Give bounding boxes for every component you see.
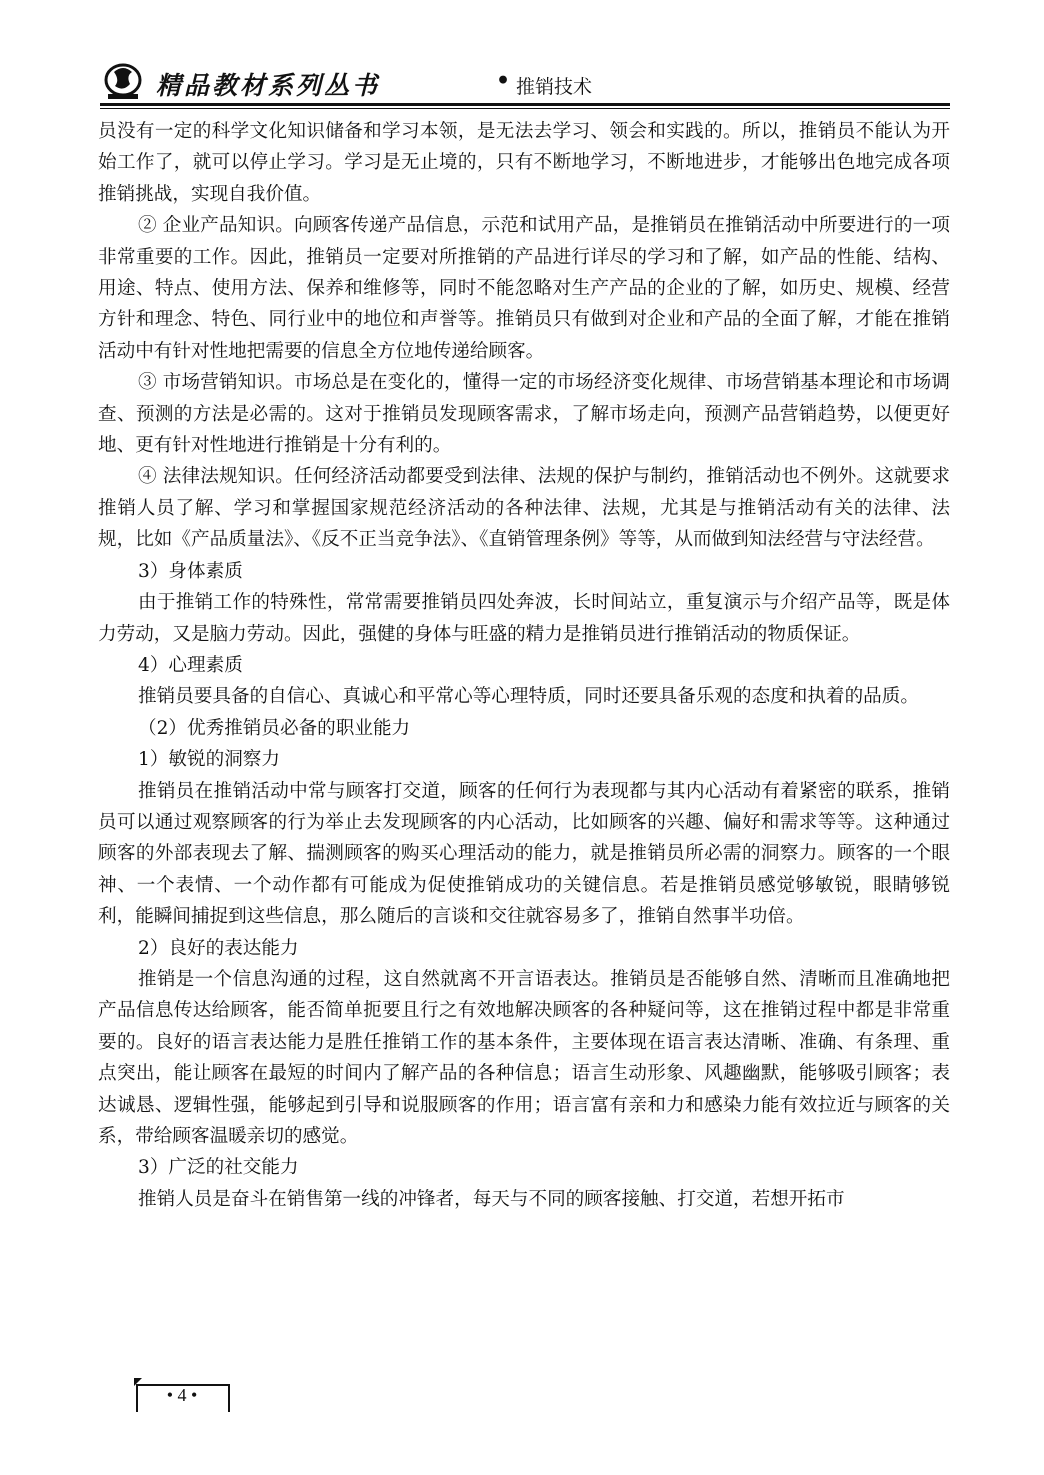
heading-expression: 2）良好的表达能力 bbox=[138, 937, 299, 959]
header-rule-thin bbox=[100, 108, 950, 109]
heading-professional-abilities: （2）优秀推销员必备的职业能力 bbox=[138, 717, 411, 739]
header-separator: • bbox=[496, 68, 511, 94]
heading-social-ability: 3）广泛的社交能力 bbox=[138, 1157, 299, 1179]
paragraph-insight: 推销员在推销活动中常与顾客打交道，顾客的任何行为表现都与其内心活动有着紧密的联系，推销员可以通过观察顾客的行为举止去发现顾客的内心活动，比如顾客的兴趣、偏好和需求等等。这种通过顾客的外部表现去了解、揣测顾客的购买心理活动的能力，就是推销员所必需的洞察力。顾客的一个眼神、一个表情、一个动作都有可能成为促使推销成功的关键信息。若是推销员感觉够敏锐，眼睛够锐利，能瞬间捕捉到这些信息，那么随后的言谈和交往就容易多了，推销自然事半功倍。 bbox=[98, 780, 950, 928]
running-header bbox=[100, 62, 950, 102]
paragraph-continued: 员没有一定的科学文化知识储备和学习本领，是无法去学习、领会和实践的。所以，推销员不能认为开始工作了，就可以停止学习。学习是无止境的，只有不断地学习，不断地进步，才能够出色地完成各项推销挑战，实现自我价值。 bbox=[98, 121, 950, 205]
paragraph-marketing-knowledge: ③ 市场营销知识。市场总是在变化的，懂得一定的市场经济变化规律、市场营销基本理论和市场调查、预测的方法是必需的。这对于推销员发现顾客需求，了解市场走向，预测产品营销趋势，以便更好地、更有针对性地进行推销是十分有利的。 bbox=[98, 372, 950, 457]
heading-psychological-quality: 4）心理素质 bbox=[138, 654, 243, 676]
series-title: 精品教材系列丛书 bbox=[156, 71, 381, 100]
header-rule-thick bbox=[100, 103, 950, 106]
paragraph-psychological-quality: 推销员要具备的自信心、真诚心和平常心等心理特质，同时还要具备乐观的态度和执着的品质。 bbox=[138, 686, 919, 708]
heading-physical-quality: 3）身体素质 bbox=[138, 560, 243, 582]
paragraph-legal-knowledge: ④ 法律法规知识。任何经济活动都要受到法律、法规的保护与制约，推销活动也不例外。这就要求推销人员了解、学习和掌握国家规范经济活动的各种法律、法规，尤其是与推销活动有关的法律、法规，比如《产品质量法》、《反不正当竞争法》、《直销管理条例》等等，从而做到知法经营与守法经营。 bbox=[98, 466, 950, 551]
page-body bbox=[98, 116, 950, 1215]
paragraph-expression: 推销是一个信息沟通的过程，这自然就离不开言语表达。推销员是否能够自然、清晰而且准确地把产品信息传达给顾客，能否简单扼要且行之有效地解决顾客的各种疑问等，这在推销过程中都是非常重要的。良好的语言表达能力是胜任推销工作的基本条件，主要体现在语言表达清晰、准确、有条理、重点突出，能让顾客在最短的时间内了解产品的各种信息；语言生动形象、风趣幽默，能够吸引顾客；表达诚恳、逻辑性强，能够起到引导和说服顾客的作用；语言富有亲和力和感染力能有效拉近与顾客的关系，带给顾客温暖亲切的感觉。 bbox=[98, 968, 950, 1147]
publisher-logo-icon bbox=[100, 62, 146, 102]
page-number: • 4 • bbox=[166, 1385, 198, 1405]
page-footer bbox=[136, 1382, 228, 1412]
paragraph-physical-quality: 由于推销工作的特殊性，常常需要推销员四处奔波，长时间站立，重复演示与介绍产品等，既是体力劳动，又是脑力劳动。因此，强健的身体与旺盛的精力是推销员进行推销活动的物质保证。 bbox=[98, 592, 950, 645]
book-title: 推销技术 bbox=[516, 76, 593, 98]
paragraph-social-ability: 推销人员是奋斗在销售第一线的冲锋者，每天与不同的顾客接触、打交道，若想开拓市 bbox=[138, 1188, 845, 1210]
paragraph-product-knowledge: ② 企业产品知识。向顾客传递产品信息，示范和试用产品，是推销员在推销活动中所要进行的一项非常重要的工作。因此，推销员一定要对所推销的产品进行详尽的学习和了解，如产品的性能、结构、用途、特点、使用方法、保养和维修等，同时不能忽略对生产产品的企业的了解，如历史、规模、经营方针和理念、特色、同行业中的地位和声誉等。推销员只有做到对企业和产品的全面了解，才能在推销活动中有针对性地把需要的信息全方位地传递给顾客。 bbox=[98, 215, 950, 362]
heading-insight: 1）敏锐的洞察力 bbox=[138, 749, 280, 771]
